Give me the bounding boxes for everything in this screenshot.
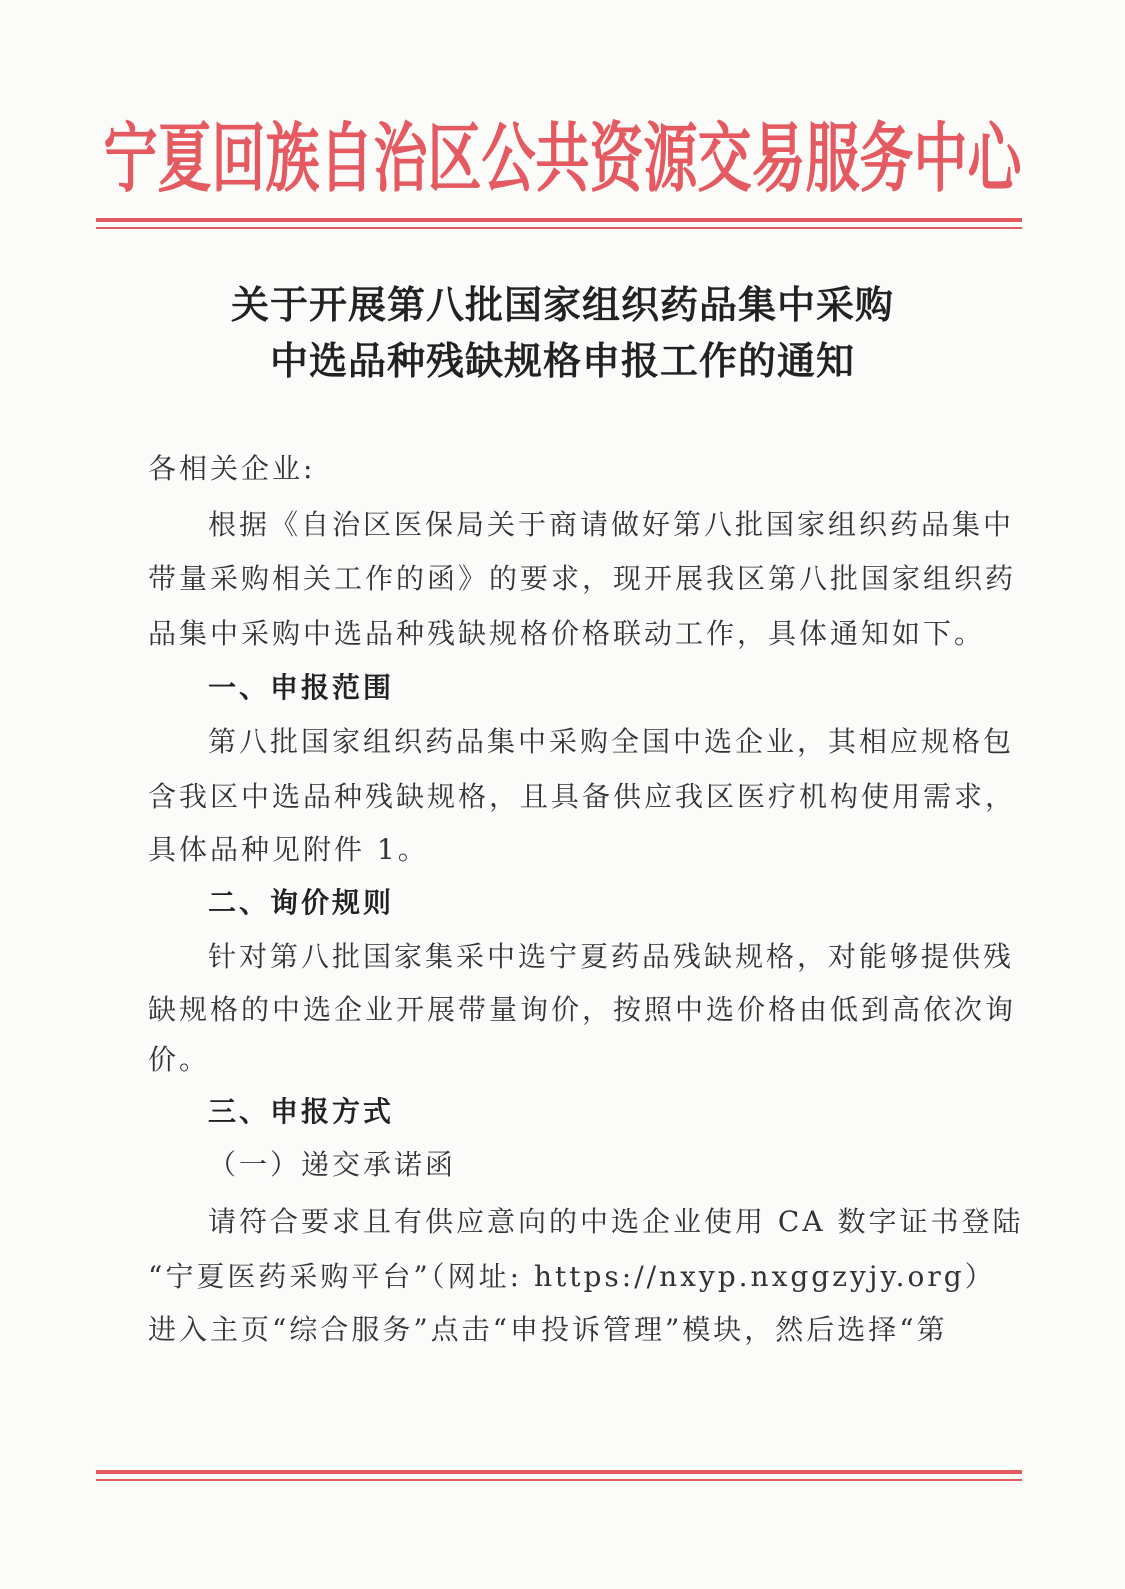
body-line: 各相关企业: [148, 452, 316, 485]
footer-rule-thin [96, 1479, 1022, 1481]
section-heading: 三、申报方式 [208, 1095, 395, 1128]
footer-rule-thick [96, 1470, 1022, 1474]
section-heading: 二、询价规则 [208, 886, 395, 919]
body-line: 价。 [148, 1043, 211, 1076]
section-heading: 一、申报范围 [208, 671, 395, 704]
body-line: 针对第八批国家集采中选宁夏药品残缺规格，对能够提供残 [208, 940, 1015, 973]
header-rule-thin [96, 227, 1022, 229]
body-line: 缺规格的中选企业开展带量询价，按照中选价格由低到高依次询 [148, 993, 1017, 1026]
notice-title-line-1: 关于开展第八批国家组织药品集中采购 [230, 282, 894, 327]
body-line: 带量采购相关工作的函》的要求，现开展我区第八批国家组织药 [148, 562, 1017, 595]
body-line: 含我区中选品种残缺规格，且具备供应我区医疗机构使用需求， [148, 780, 1017, 813]
body-line: “宁夏医药采购平台”（网址: https://nxyp.nxggzyjy.org） [148, 1260, 996, 1293]
body-line: 请符合要求且有供应意向的中选企业使用 CA 数字证书登陆 [208, 1205, 1024, 1238]
header-rule-thick [96, 218, 1022, 222]
masthead-org-name: 宁夏回族自治区公共资源交易服务中心 [103, 113, 1022, 203]
body-line: 根据《自治区医保局关于商请做好第八批国家组织药品集中 [208, 508, 1015, 541]
body-line: 品集中采购中选品种残缺规格价格联动工作，具体通知如下。 [148, 617, 986, 650]
body-line: 第八批国家组织药品集中采购全国中选企业，其相应规格包 [208, 725, 1015, 758]
body-line: 进入主页“综合服务”点击“申投诉管理”模块，然后选择“第 [148, 1313, 948, 1346]
body-line: （一）递交承诺函 [208, 1148, 457, 1181]
body-line: 具体品种见附件 1。 [148, 833, 429, 866]
notice-title-line-2: 中选品种残缺规格申报工作的通知 [269, 338, 855, 383]
